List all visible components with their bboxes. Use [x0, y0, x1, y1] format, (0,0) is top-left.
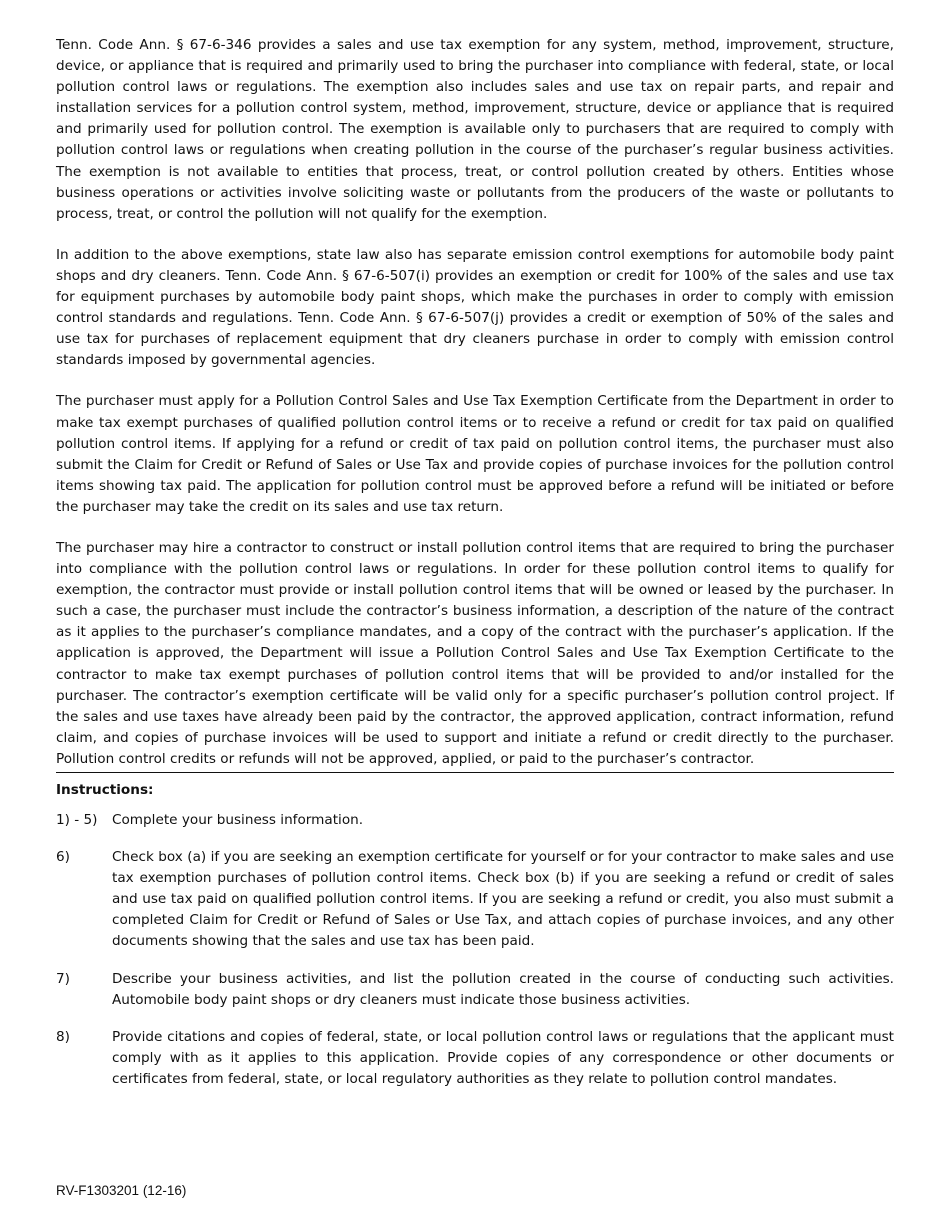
instruction-item	[56, 1027, 894, 1090]
paragraph-contractor-rules: The purchaser may hire a contractor to construct or install pollution control items that are required to bring the purchaser into compliance with the pollution control laws or regulations. In order for these pollution control items to qualify for exemption, the contractor must provide or install pollution control items that will be owned or leased by the purchaser. In such a case, the purchaser must include the contractor’s business information, a description of the nature of the contract as it applies to the purchaser’s compliance mandates, and a copy of the contract with the purchaser’s application. If the application is approved, the Department will issue a Pollution Control Sales and Use Tax Exemption Certificate to the contractor to make tax exempt purchases of pollution control items that will be provided to and/or installed for the purchaser. The contractor’s exemption certificate will be valid only for a specific purchaser’s pollution control project. If the sales and use taxes have already been paid by the contractor, the approved application, contract information, refund claim, and copies of purchase invoices will be used to support and initiate a refund or credit directly to the purchaser. Pollution control credits or refunds will not be approved, applied, or paid to the purchaser’s contractor.	[56, 539, 894, 767]
instruction-text: Provide citations and copies of federal, state, or local pollution control laws or regulations that the applicant must comply with as it applies to this application. Provide copies of any correspondence or other documents or certificates from federal, state, or local regulatory authorities as they relate to pollution control mandates.	[112, 1028, 894, 1087]
instruction-item	[56, 969, 894, 1011]
instruction-text: Check box (a) if you are seeking an exemption certificate for yourself or for your contractor to make sales and use tax exemption purchases of pollution control items. Check box (b) if you are seeking a refund or credit of sales and use tax paid on qualified pollution control items. If you are seeking a refund or credit, you also must submit a completed Claim for Credit or Refund of Sales or Use Tax, and attach copies of purchase invoices, and any other documents showing that the sales and use tax has been paid.	[112, 849, 894, 950]
instruction-number: 8)	[56, 1028, 70, 1045]
document-body	[56, 35, 894, 1106]
instruction-number: 1) - 5)	[56, 812, 98, 828]
instruction-text: Describe your business activities, and list the pollution created in the course of conducting such activities. Automobile body paint shops or dry cleaners must indicate those business activities.	[112, 970, 894, 1008]
form-number-footer: RV-F1303201 (12-16)	[56, 1183, 187, 1198]
section-divider	[56, 772, 894, 773]
instruction-number: 6)	[56, 849, 70, 866]
instruction-number: 7)	[56, 970, 70, 987]
paragraph-pollution-control-exemption: Tenn. Code Ann. § 67-6-346 provides a sales and use tax exemption for any system, method, improvement, structure, device, or appliance that is required and primarily used to bring the purchaser into compliance with federal, state, or local pollution control laws or regulations. The exemption also includes sales and use tax on repair parts, and repair and installation services for a pollution control system, method, improvement, structure, device or appliance that is required and primarily used for pollution control. The exemption is available only to purchasers that are required to comply with pollution control laws or regulations when creating pollution in the course of the purchaser’s regular business activities. The exemption is not available to entities that process, treat, or control pollution created by others. Entities whose business operations or activities involve soliciting waste or pollutants from the producers of the waste or pollutants to process, treat, or control the pollution will not qualify for the exemption.	[56, 37, 894, 222]
paragraph-emission-control-exemptions: In addition to the above exemptions, state law also has separate emission control exemptions for automobile body paint shops and dry cleaners. Tenn. Code Ann. § 67-6-507(i) provides an exemption or credit for 100% of the sales and use tax for equipment purchases by automobile body paint shops, which make the purchases in order to comply with emission control standards and regulations. Tenn. Code Ann. § 67-6-507(j) provides a credit or exemption of 50% of the sales and use tax for purchases of replacement equipment that dry cleaners purchase in order to comply with emission control standards imposed by governmental agencies.	[56, 246, 894, 369]
instruction-item	[56, 847, 894, 952]
instruction-text: Complete your business information.	[112, 812, 364, 828]
instruction-item	[56, 810, 894, 831]
paragraph-exemption-certificate-application: The purchaser must apply for a Pollution Control Sales and Use Tax Exemption Certificate from the Department in order to make tax exempt purchases of qualified pollution control items or to receive a refund or credit for tax paid on qualified pollution control items. If applying for a refund or credit of tax paid on pollution control items, the purchaser must also submit the Claim for Credit or Refund of Sales or Use Tax and provide copies of purchase invoices for the pollution control items showing tax paid. The application for pollution control must be approved before a refund will be initiated or before the purchaser may take the credit on its sales and use tax return.	[56, 393, 894, 515]
instructions-heading: Instructions:	[56, 782, 154, 798]
